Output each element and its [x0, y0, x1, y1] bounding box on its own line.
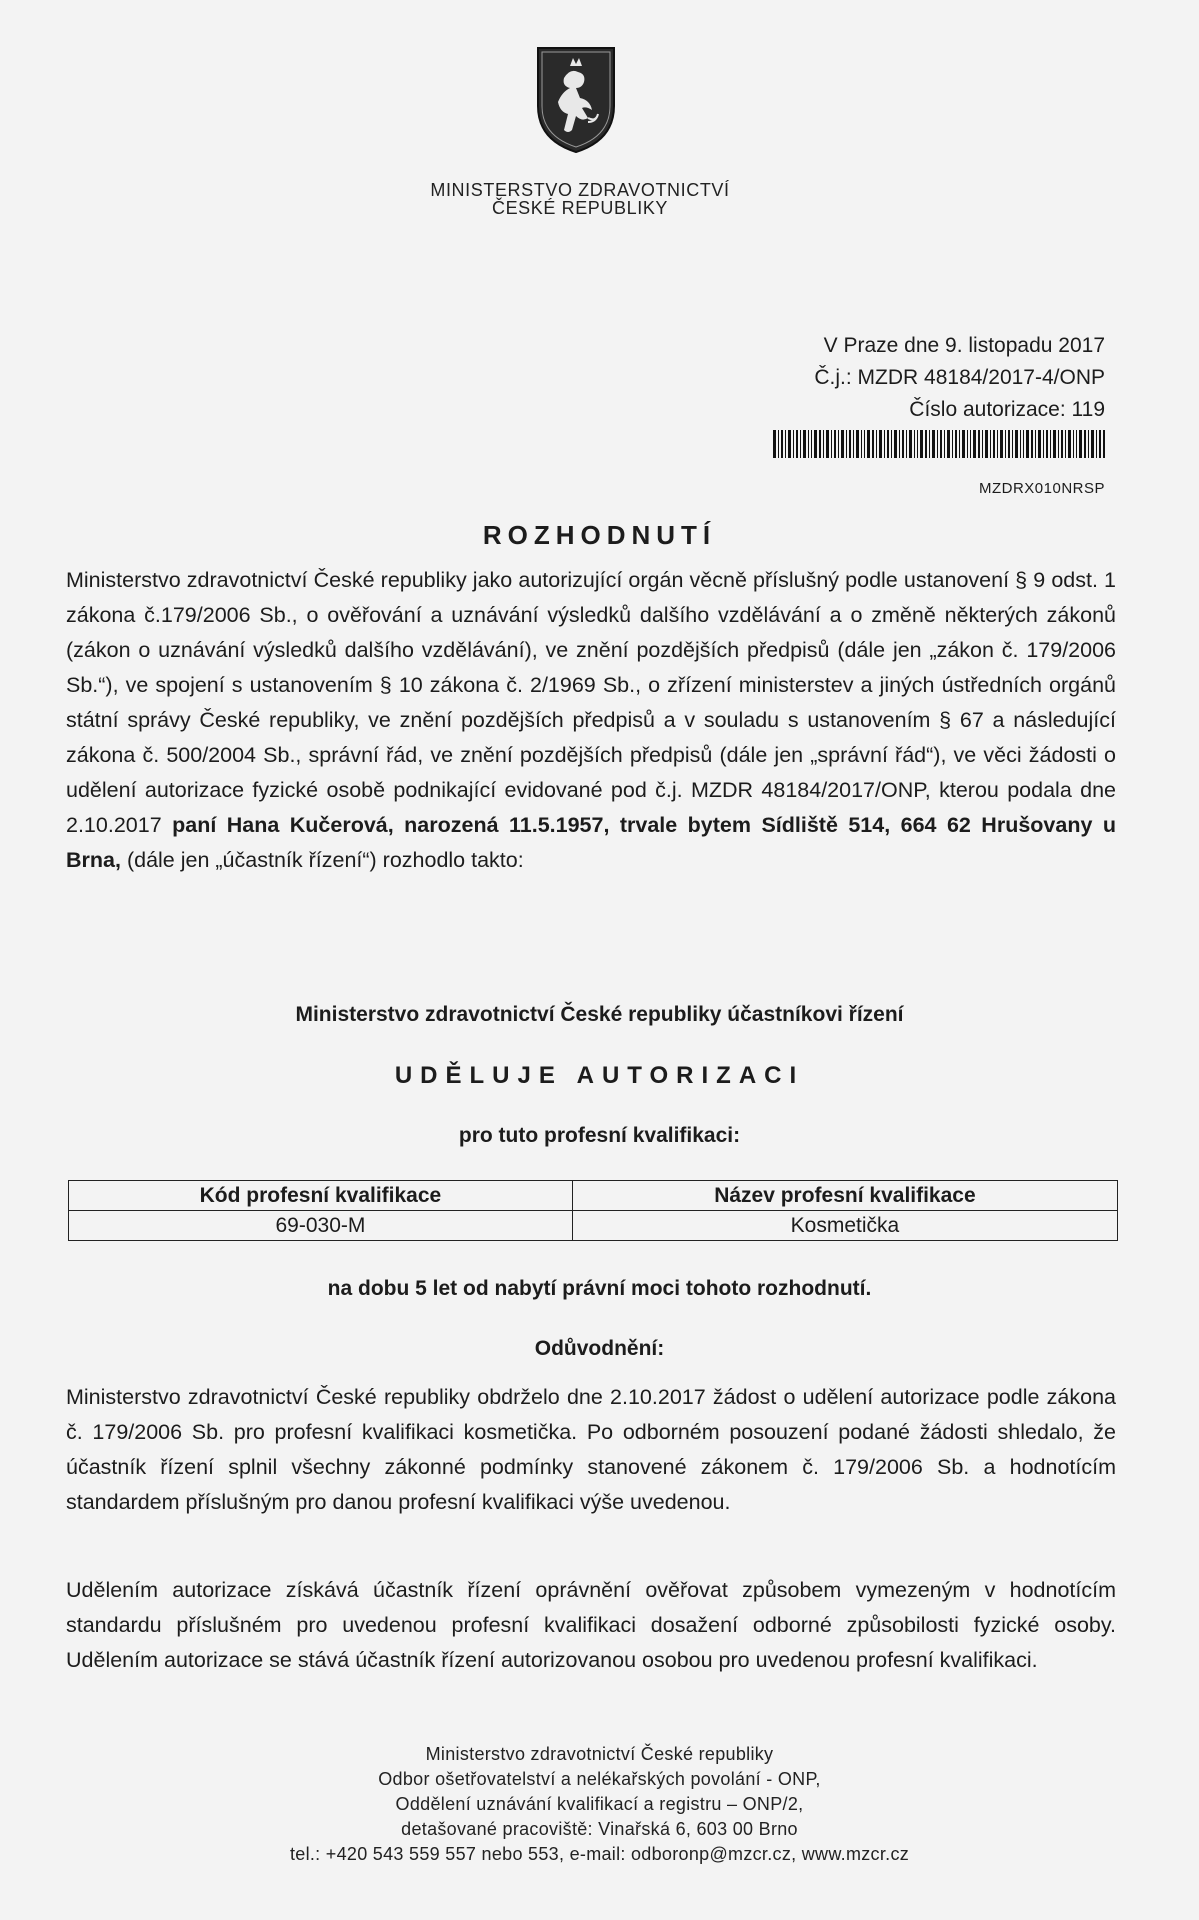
authorization-number: Číslo autorizace: 119 — [909, 398, 1105, 421]
qualification-name: Kosmetička — [572, 1211, 1117, 1241]
justification-paragraph-2: Udělením autorizace získává účastník řízení oprávnění ověřovat způsobem vymezeným v hodnotícím standardu příslušném pro uvedenou profesní kvalifikaci dosažení odborné způsobilosti fyzické osoby. Udělením autorizace se stává účastník řízení autorizovanou osobou pro uvedenou profesní kvalifikaci. — [66, 1578, 1116, 1672]
applicant-details: paní Hana Kučerová, narozená 11.5.1957, trvale bytem Sídliště 514, 664 62 Hrušovany u Brna, — [66, 813, 1116, 872]
footer-line-1: Ministerstvo zdravotnictví České republiky — [425, 1744, 774, 1764]
issue-date: V Praze dne 9. listopadu 2017 — [823, 334, 1105, 357]
qualification-intro: pro tuto profesní kvalifikaci: — [458, 1124, 741, 1147]
ministry-line-2: ČESKÉ REPUBLIKY — [491, 198, 669, 218]
header-code: Kód profesní kvalifikace — [69, 1181, 573, 1211]
qualification-table — [68, 1180, 1118, 1241]
table-header-row — [69, 1181, 1118, 1211]
footer-line-4: detašované pracoviště: Vinařská 6, 603 00 Brno — [401, 1819, 798, 1839]
grant-heading: UDĚLUJE AUTORIZACI — [394, 1062, 805, 1089]
qualification-code: 69-030-M — [69, 1211, 573, 1241]
footer — [0, 1742, 1199, 1867]
intro-closing: (dále jen „účastník řízení“) rozhodlo takto: — [126, 848, 524, 872]
reference-number: Č.j.: MZDR 48184/2017-4/ONP — [814, 366, 1105, 389]
czech-lion-emblem-icon — [534, 44, 618, 154]
footer-line-2: Odbor ošetřovatelství a nelékařských povolání - ONP, — [378, 1769, 821, 1789]
document-title: ROZHODNUTÍ — [482, 520, 717, 550]
justification-heading: Odůvodnění: — [534, 1337, 665, 1360]
validity-statement: na dobu 5 let od nabytí právní moci tohoto rozhodnutí. — [327, 1277, 872, 1300]
header-name: Název profesní kvalifikace — [572, 1181, 1117, 1211]
ministry-header — [400, 181, 760, 217]
justification-paragraph-1: Ministerstvo zdravotnictví České republiky obdrželo dne 2.10.2017 žádost o udělení autorizace podle zákona č. 179/2006 Sb. pro profesní kvalifikaci kosmetička. Po odborném posouzení podané žádosti shledalo, že účastník řízení splnil všechny zákonné podmínky stanovené zákonem č. 179/2006 Sb. a hodnotícím standardem příslušným pro danou profesní kvalifikaci výše uvedenou. — [66, 1385, 1116, 1514]
barcode-code: MZDRX010NRSP — [978, 480, 1105, 497]
footer-line-3: Oddělení uznávání kvalifikací a registru – ONP/2, — [395, 1794, 804, 1814]
document-meta — [814, 330, 1105, 426]
barcode — [773, 430, 1105, 458]
table-row — [69, 1211, 1118, 1241]
intro-text: Ministerstvo zdravotnictví České republiky jako autorizující orgán věcně příslušný podle ustanovení § 9 odst. 1 zákona č.179/2006 Sb., o ověřování a uznávání výsledků dalšího vzdělávání a o změně některých zákonů (zákon o uznávání výsledků dalšího vzdělávání), ve znění pozdějších předpisů (dále jen „zákon č. 179/2006 Sb.“), ve spojení s ustanovením § 10 zákona č. 2/1969 Sb., o zřízení ministerstev a jiných ústředních orgánů státní správy České republiky, ve znění pozdějších předpisů a v souladu s ustanovením § 67 a následující zákona č. 500/2004 Sb., správní řád, ve znění pozdějších předpisů (dále jen „správní řád“), ve věci žádosti o udělení autorizace fyzické osobě podnikající evidované pod č.j. MZDR 48184/2017/ONP, kterou podala dne 2.10.2017 — [66, 568, 1116, 837]
intro-paragraph — [66, 563, 1116, 878]
ministry-line-1: MINISTERSTVO ZDRAVOTNICTVÍ — [430, 180, 730, 200]
decision-line: Ministerstvo zdravotnictví České republiky účastníkovi řízení — [295, 1003, 904, 1026]
footer-contact: tel.: +420 543 559 557 nebo 553, e-mail: odboronp@mzcr.cz, www.mzcr.cz — [289, 1844, 910, 1864]
